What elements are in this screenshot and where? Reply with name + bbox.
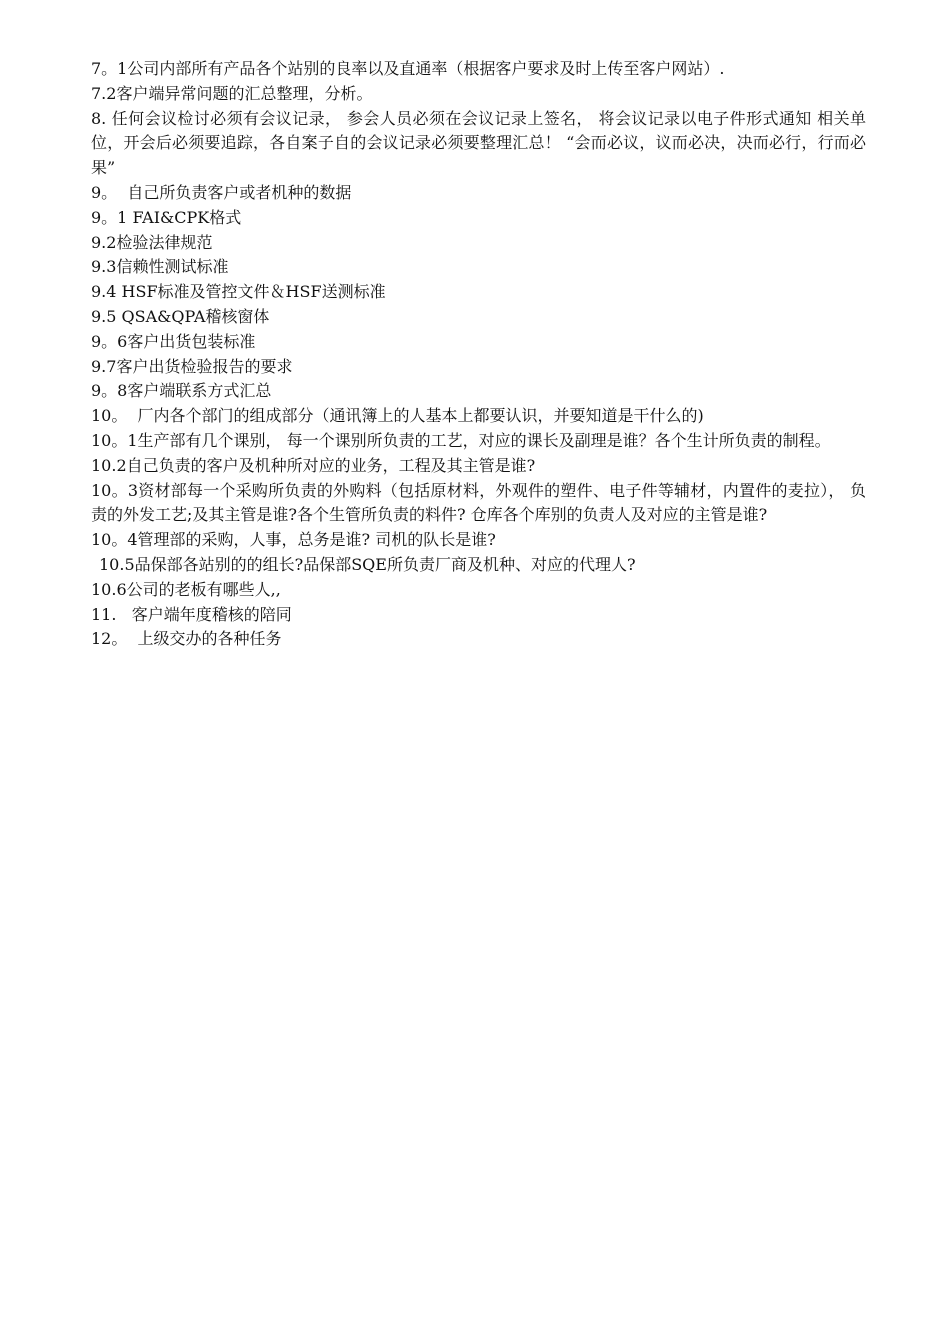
text-line-9-5: 9.5 QSA&QPA稽核窗体 xyxy=(91,306,270,326)
text-line-9-1: 9。1 FAI&CPK格式 xyxy=(91,207,242,227)
text-line-10-2: 10.2自己负责的客户及机种所对应的业务，工程及其主管是谁? xyxy=(91,455,536,475)
text-line-8: 8. 任何会议检讨必须有会议记录， 参会人员必须在会议记录上签名， 将会议记录以电子件形式通知 相关单位，开会后必须要追踪，各自案子自的会议记录必须要整理汇总！ “会而必议，议而必决，决而必行，行而必果” xyxy=(91,108,866,178)
text-line-9-2: 9.2检验法律规范 xyxy=(91,232,213,252)
text-line-9-7: 9.7客户出货检验报告的要求 xyxy=(91,356,293,376)
text-line-12: 12。 上级交办的各种任务 xyxy=(91,629,282,649)
text-line-7-2: 7.2客户端异常问题的汇总整理，分析。 xyxy=(91,83,373,103)
text-line-9-6: 9。6客户出货包装标准 xyxy=(91,331,256,351)
text-line-10-5: 10.5品保部各站别的的组长?品保部SQE所负责厂商及机种、对应的代理人? xyxy=(99,554,636,574)
text-line-10-4: 10。4管理部的采购，人事，总务是谁? 司机的队长是谁? xyxy=(91,530,496,550)
text-line-9: 9。 自己所负责客户或者机种的数据 xyxy=(91,182,352,202)
text-line-10: 10。 厂内各个部门的组成部分（通讯簿上的人基本上都要认识，并要知道是干什么的) xyxy=(91,406,704,426)
text-line-10-6: 10.6公司的老板有哪些人,, xyxy=(91,579,281,599)
text-line-9-4: 9.4 HSF标准及管控文件＆HSF送测标准 xyxy=(91,282,386,302)
text-line-9-8: 9。8客户端联系方式汇总 xyxy=(91,381,272,401)
text-line-10-1: 10。1生产部有几个课别， 每一个课别所负责的工艺，对应的课长及副理是谁？各个生计所负责的制程。 xyxy=(91,430,831,450)
text-line-9-3: 9.3信赖性测试标准 xyxy=(91,257,229,277)
text-line-10-3: 10。3资材部每一个采购所负责的外购料（包括原材料，外观件的塑件、电子件等辅材，内置件的麦拉）， 负责的外发工艺;及其主管是谁?各个生管所负责的料件? 仓库各个库别的负责人及对应的主管是谁? xyxy=(91,480,866,525)
document-body xyxy=(91,57,866,652)
text-line-11: 11. 客户端年度稽核的陪同 xyxy=(91,604,292,624)
text-line-7-1: 7。1公司内部所有产品各个站别的良率以及直通率（根据客户要求及时上传至客户网站）. xyxy=(91,59,725,78)
